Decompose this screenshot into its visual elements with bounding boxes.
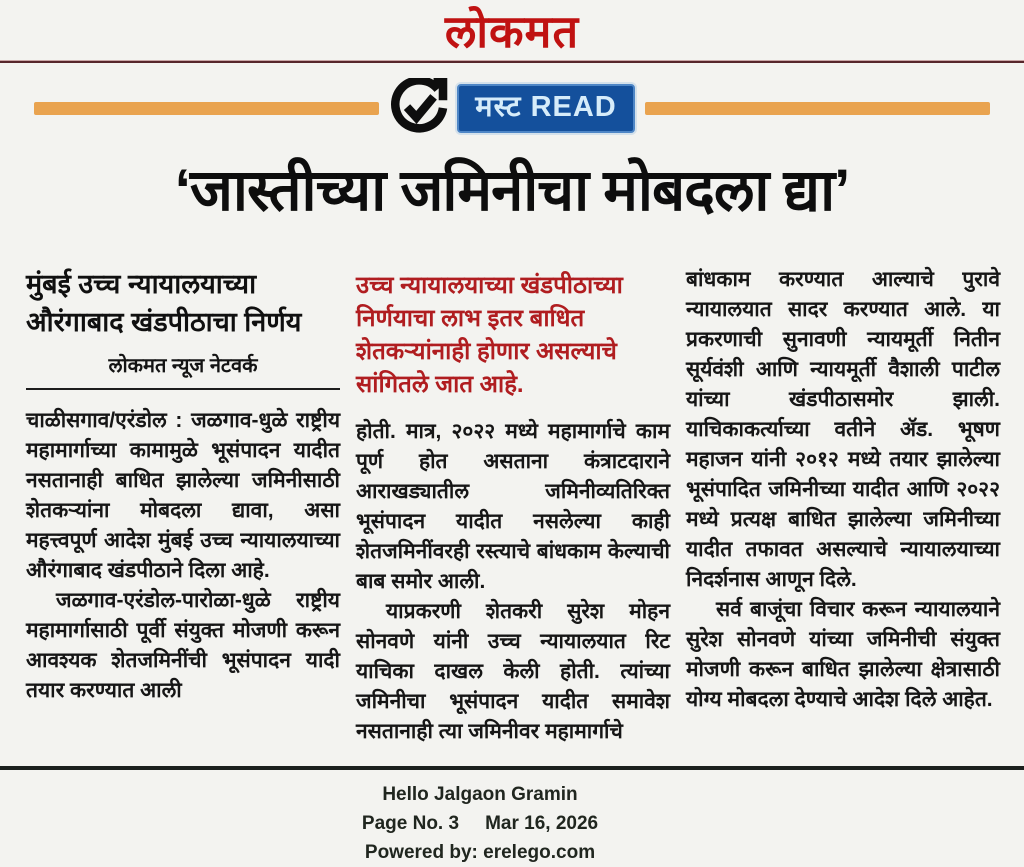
footer-page-date — [0, 809, 992, 838]
masthead — [0, 0, 1024, 60]
orange-bar-left — [34, 102, 379, 115]
article-headline: ‘जास्तीच्या जमिनीचा मोबदला द्या’ — [174, 158, 850, 223]
footer-page-number: Page No. 3 — [361, 813, 460, 834]
article-body — [0, 253, 1024, 766]
column-middle — [356, 265, 670, 766]
column-left — [26, 265, 340, 766]
must-read-badge — [457, 84, 634, 133]
footer-powered-by: Powered by: erelego.com — [364, 842, 596, 863]
byline-divider — [26, 388, 340, 390]
badge-band — [0, 63, 1024, 153]
paragraph: सर्व बाजूंचा विचार करून न्यायालयाने सुरेश सोनवणे यांच्या जमिनीची संयुक्त मोजणी करून बाधित झालेल्या क्षेत्रासाठी योग्य मोबदला देण्याचे आदेश दिले आहेत. — [686, 598, 1000, 711]
paragraph: जळगाव-एरंडोल-पारोळा-धुळे राष्ट्रीय महामार्गासाठी पूर्वी संयुक्त मोजणी करून आवश्यक शेतजमिनींची भूसंपादन यादी तयार करण्यात आली — [26, 589, 340, 702]
standfirst: उच्च न्यायालयाच्या खंडपीठाच्या निर्णयाचा लाभ इतर बाधित शेतकऱ्यांनाही होणार असल्याचे सांगितले जात आहे. — [356, 272, 623, 398]
newspaper-title: लोकमत — [444, 6, 580, 57]
paragraph: बांधकाम करण्यात आल्याचे पुरावे न्यायालयात सादर करण्यात आले. या प्रकरणाची सुनावणी न्यायमूर्ती नितीन सूर्यवंशी आणि न्यायमूर्ती वैशाली पाटील यांच्या खंडपीठासमोर झाली. याचिकाकर्त्याच्या वतीने ॲड. भूषण महाजन यांनी २०१२ मध्ये तयार झालेल्या भूसंपादित जमिनीच्या यादीत आणि २०२२ मध्ये प्रत्यक्ष बाधित झालेल्या जमिनीच्या यादीत तफावत असल्याचे न्यायालयाच्या निदर्शनास आणून दिले. — [686, 268, 1000, 591]
badge-label: मस्ट READ — [475, 90, 617, 123]
orange-bar-right — [645, 102, 990, 115]
paragraph-text: जळगाव-धुळे राष्ट्रीय महामार्गाच्या कामामुळे भूसंपादन यादीत नसतानाही बाधित झालेल्या जमिनीसाठी शेतकऱ्यांना मोबदला द्यावा, असा महत्त्वपूर्ण आदेश मुंबई उच्च न्यायालयाच्या औरंगाबाद खंडपीठाने दिला आहे. — [26, 409, 340, 582]
byline: लोकमत न्यूज नेटवर्क — [108, 355, 258, 377]
footer — [0, 770, 992, 863]
article-subheading: मुंबई उच्च न्यायालयाच्या औरंगाबाद खंडपीठाचा निर्णय — [26, 269, 302, 337]
column-right — [686, 265, 1000, 766]
footer-publication: Hello Jalgaon Gramin — [382, 784, 578, 805]
check-circle-icon — [389, 78, 449, 138]
dateline: चाळीसगाव/एरंडोल : — [26, 409, 183, 432]
footer-date: Mar 16, 2026 — [485, 813, 599, 834]
badge-group — [379, 78, 644, 138]
paragraph: याप्रकरणी शेतकरी सुरेश मोहन सोनवणे यांनी उच्च न्यायालयात रिट याचिका दाखल केली होती. त्यांच्या जमिनीचा भूसंपादन यादीत समावेश नसतानाही त्या जमिनीवर महामार्गाचे — [356, 600, 670, 743]
paragraph: होती. मात्र, २०२२ मध्ये महामार्गाचे काम पूर्ण होत असताना कंत्राटदाराने आराखड्यातील जमिनीव्यतिरिक्त भूसंपादन यादीत नसलेल्या काही शेतजमिनींवरही रस्त्याचे बांधकाम केल्याची बाब समोर आली. — [356, 420, 670, 593]
paragraph — [26, 406, 340, 586]
